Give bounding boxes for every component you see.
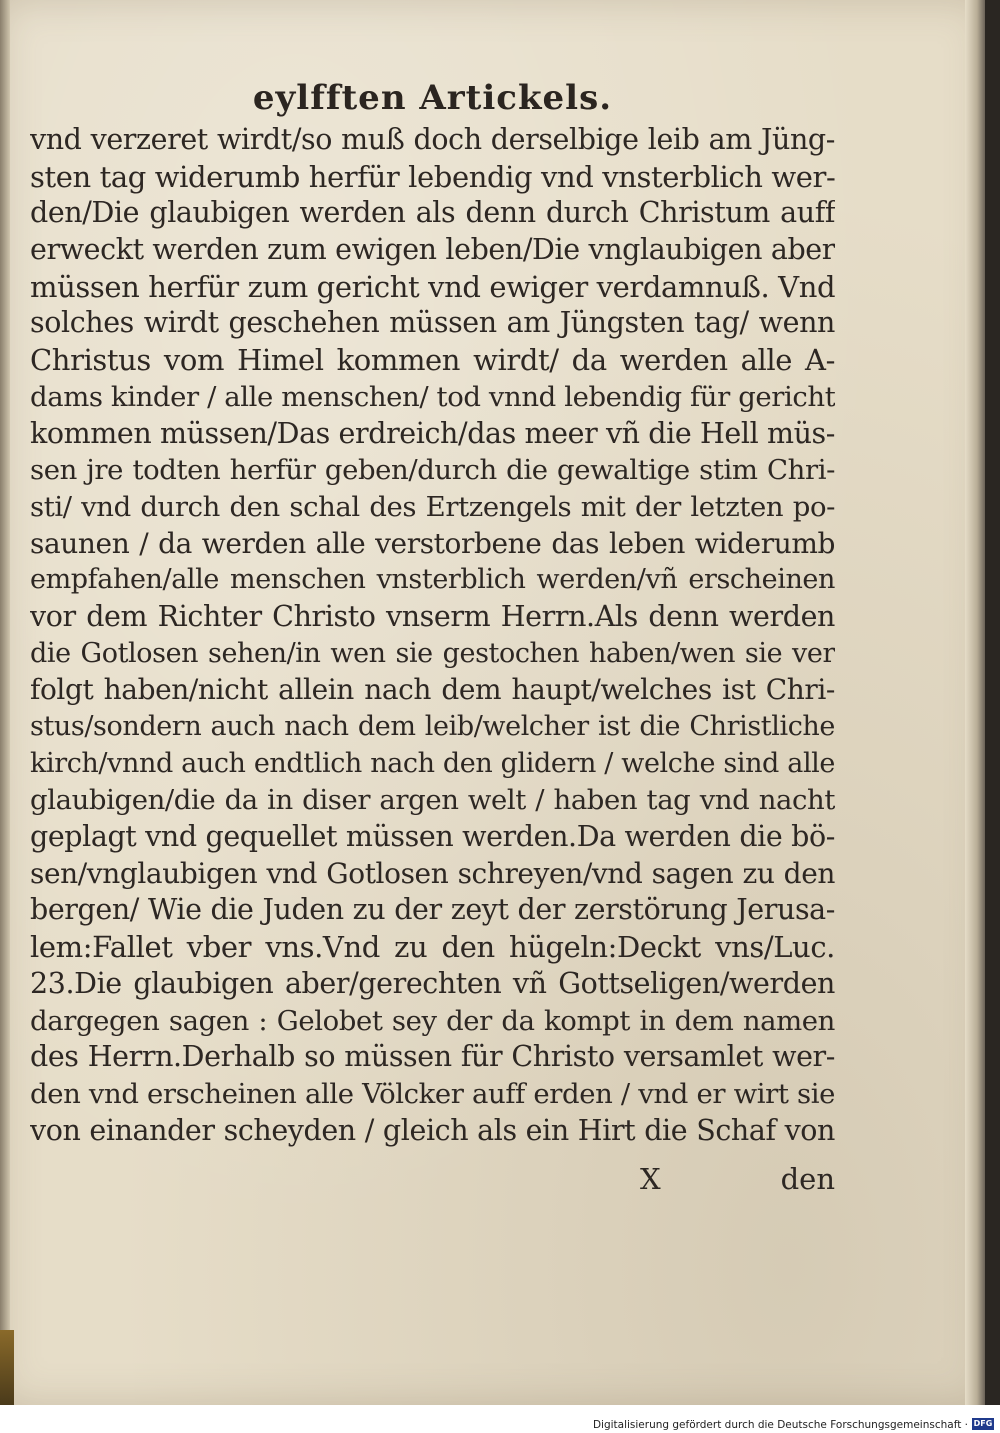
text-line: kommen müssen/Das erdreich/das meer vñ die Hell müs- xyxy=(30,416,835,450)
dfg-logo-icon: DFG xyxy=(973,1419,993,1428)
text-line: müssen herfür zum gericht vnd ewiger verdamnuß. Vnd xyxy=(30,269,835,304)
text-line: sten tag widerumb herfür lebendig vnd vnsterblich wer- xyxy=(30,159,835,194)
text-line: von einander scheyden / gleich als ein Hirt die Schaf von xyxy=(30,1113,835,1147)
text-line: glaubigen/die da in diser argen welt / haben tag vnd nacht xyxy=(30,784,835,817)
text-line: vor dem Richter Christo vnserm Herrn.Als denn werden xyxy=(30,599,835,633)
text-line: vnd verzeret wirdt/so muß doch derselbige leib am Jüng- xyxy=(30,123,835,156)
catch-row xyxy=(30,1162,835,1202)
page-fore-edge xyxy=(965,0,985,1405)
text-line: lem:Fallet vber vns.Vnd zu den hügeln:Deckt vns/Luc. xyxy=(30,930,835,965)
text-line: folgt haben/nicht allein nach dem haupt/welches ist Chri- xyxy=(30,673,835,707)
running-head: eylfften Artickels. xyxy=(252,78,613,118)
page-gutter-edge xyxy=(0,0,10,1405)
text-line: dams kinder / alle menschen/ tod vnnd lebendig für gericht xyxy=(30,380,835,413)
text-line: stus/sondern auch nach dem leib/welcher ist die Christliche xyxy=(30,711,835,742)
text-line: sen jre todten herfür geben/durch die gewaltige stim Chri- xyxy=(30,454,835,487)
body-text xyxy=(30,122,835,1149)
text-line: bergen/ Wie die Juden zu der zeyt der zerstörung Jerusa- xyxy=(30,893,835,927)
text-line: dargegen sagen : Gelobet sey der da kompt in dem namen xyxy=(30,1004,835,1037)
binding-stain xyxy=(0,1330,14,1405)
funding-notice: Digitalisierung gefördert durch die Deutsche Forschungsgemeinschaft · xyxy=(592,1419,968,1431)
footer-bar xyxy=(0,1405,1000,1433)
text-line: die Gotlosen sehen/in wen sie gestochen haben/wen sie ver xyxy=(30,637,835,669)
text-line: sen/vnglaubigen vnd Gotlosen schreyen/vnd sagen zu den xyxy=(30,856,835,890)
text-line: solches wirdt geschehen müssen am Jüngsten tag/ wenn xyxy=(30,306,835,340)
signature-mark: X xyxy=(640,1162,661,1196)
text-line: des Herrn.Derhalb so müssen für Christo versamlet wer- xyxy=(30,1040,835,1074)
text-line: Christus vom Himel kommen wirdt/ da werden alle A- xyxy=(30,343,835,378)
text-line: saunen / da werden alle verstorbene das leben widerumb xyxy=(30,526,835,560)
text-line: erweckt werden zum ewigen leben/Die vnglaubigen aber xyxy=(30,233,835,267)
text-line: den vnd erscheinen alle Völcker auff erden / vnd er wirt sie xyxy=(30,1077,835,1110)
text-line: 23.Die glaubigen aber/gerechten vñ Gottseligen/werden xyxy=(30,966,835,1000)
text-line: den/Die glaubigen werden als denn durch Christum auff xyxy=(30,196,835,230)
text-line: empfahen/alle menschen vnsterblich werden/vñ erscheinen xyxy=(30,564,835,596)
text-line: geplagt vnd gequellet müssen werden.Da werden die bö- xyxy=(30,820,835,854)
text-line: sti/ vnd durch den schal des Ertzengels mit der letzten po- xyxy=(30,490,835,523)
text-line: kirch/vnnd auch endtlich nach den glidern / welche sind alle xyxy=(30,747,835,779)
catchword: den xyxy=(780,1162,835,1196)
